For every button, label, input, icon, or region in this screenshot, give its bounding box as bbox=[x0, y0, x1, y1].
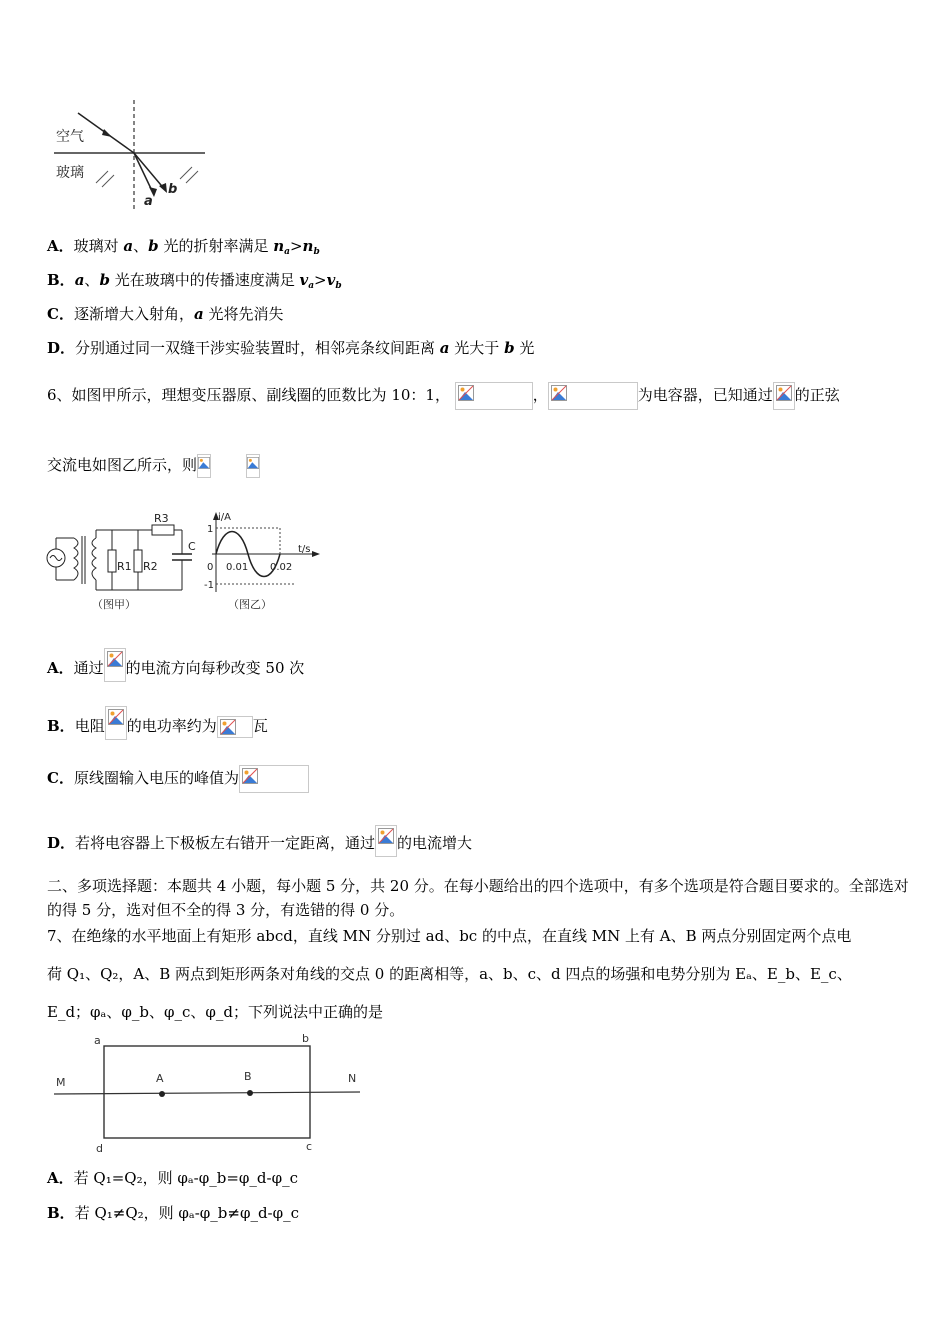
q6-stem-line1: 6、如图甲所示，理想变压器原、副线圈的匝数比为 10：1， ， 为电容器，已知通过 的正弦 bbox=[47, 382, 840, 410]
caption-right: （图乙） bbox=[228, 598, 272, 611]
q6-option-d: D．若将电容器上下极板左右错开一定距离，通过 的电流增大 bbox=[47, 825, 472, 857]
missing-image-icon bbox=[375, 825, 397, 857]
t2-tick: 0.02 bbox=[270, 562, 293, 573]
c-label: c bbox=[306, 1140, 313, 1153]
refraction-figure bbox=[50, 95, 215, 215]
origin-tick: 0 bbox=[207, 562, 214, 573]
section-2-heading: 二、多项选择题：本题共 4 小题，每小题 5 分，共 20 分。在每小题给出的四个选项中，有多个选项是符合题目要求的。全部选对的得 5 分，选对但不全的得 3 分，有选错的得 0 分。 bbox=[47, 877, 909, 919]
air-label: 空气 bbox=[56, 129, 84, 145]
glass-label: 玻璃 bbox=[56, 165, 84, 181]
r3-label: R3 bbox=[154, 512, 169, 525]
b-label: b bbox=[302, 1032, 309, 1045]
q6-option-a: A．通过 的电流方向每秒改变 50 次 bbox=[47, 648, 304, 682]
n-label: N bbox=[348, 1072, 357, 1085]
q7-stem-line3: E_d；φₐ、φ_b、φ_c、φ_d；下列说法中正确的是 bbox=[47, 1003, 383, 1021]
missing-image-icon bbox=[217, 716, 253, 738]
q6-option-b: B．电阻 的电功率约为 瓦 bbox=[47, 706, 268, 740]
q5-option-a: A．玻璃对 a、b 光的折射率满足 $n_a>n_b$ bbox=[47, 237, 320, 257]
c-label: C bbox=[188, 540, 196, 553]
point-b-label: B bbox=[244, 1070, 252, 1083]
t1-tick: 0.01 bbox=[226, 562, 249, 573]
q7-option-a: A．若 Q₁=Q₂，则 φₐ-φ_b=φ_d-φ_c bbox=[47, 1169, 298, 1187]
r2-label: R2 bbox=[143, 560, 158, 573]
circuit-figure bbox=[44, 508, 324, 616]
missing-image-icon bbox=[455, 382, 533, 410]
r1-label: R1 bbox=[117, 560, 132, 573]
missing-image-icon bbox=[197, 454, 211, 478]
rectangle-figure bbox=[44, 1030, 364, 1156]
t-axis-label: t/s bbox=[298, 544, 311, 555]
q6-option-c: C．原线圈输入电压的峰值为 bbox=[47, 764, 309, 793]
point-a-label: A bbox=[156, 1072, 164, 1085]
y-top-tick: 1 bbox=[207, 524, 214, 535]
missing-image-icon bbox=[239, 765, 309, 793]
missing-image-icon bbox=[105, 706, 127, 740]
q6-stem-line2: 交流电如图乙所示，则 bbox=[47, 452, 260, 478]
caption-left: （图甲） bbox=[92, 598, 136, 611]
y-axis-label: i/A bbox=[218, 512, 231, 523]
missing-image-icon bbox=[548, 382, 638, 410]
y-bottom-tick: -1 bbox=[204, 580, 214, 591]
q7-option-b: B．若 Q₁≠Q₂，则 φₐ-φ_b≠φ_d-φ_c bbox=[47, 1204, 300, 1222]
q7-stem-line2: 荷 Q₁、Q₂，A、B 两点到矩形两条对角线的交点 0 的距离相等，a、b、c、d 四点的场强和电势分别为 Eₐ、E_b、E_c、 bbox=[47, 965, 852, 983]
ray-b-label: b bbox=[168, 182, 178, 197]
q5-option-d: D．分别通过同一双缝干涉实验装置时，相邻亮条纹间距离 a 光大于 b 光 bbox=[47, 339, 535, 357]
ray-a-label: a bbox=[144, 194, 153, 209]
missing-image-icon bbox=[246, 454, 260, 478]
missing-image-icon bbox=[773, 382, 795, 410]
q7-stem-line1: 7、在绝缘的水平地面上有矩形 abcd，直线 MN 分别过 ad、bc 的中点，在直线 MN 上有 A、B 两点分别固定两个点电 bbox=[47, 927, 852, 945]
a-label: a bbox=[94, 1034, 101, 1047]
d-label: d bbox=[96, 1142, 103, 1155]
m-label: M bbox=[56, 1076, 66, 1089]
missing-image-icon bbox=[104, 648, 126, 682]
q5-option-b: B．a、b 光在玻璃中的传播速度满足 $v_a>v_b$ bbox=[47, 271, 342, 291]
q5-option-c: C．逐渐增大入射角，a 光将先消失 bbox=[47, 305, 284, 323]
